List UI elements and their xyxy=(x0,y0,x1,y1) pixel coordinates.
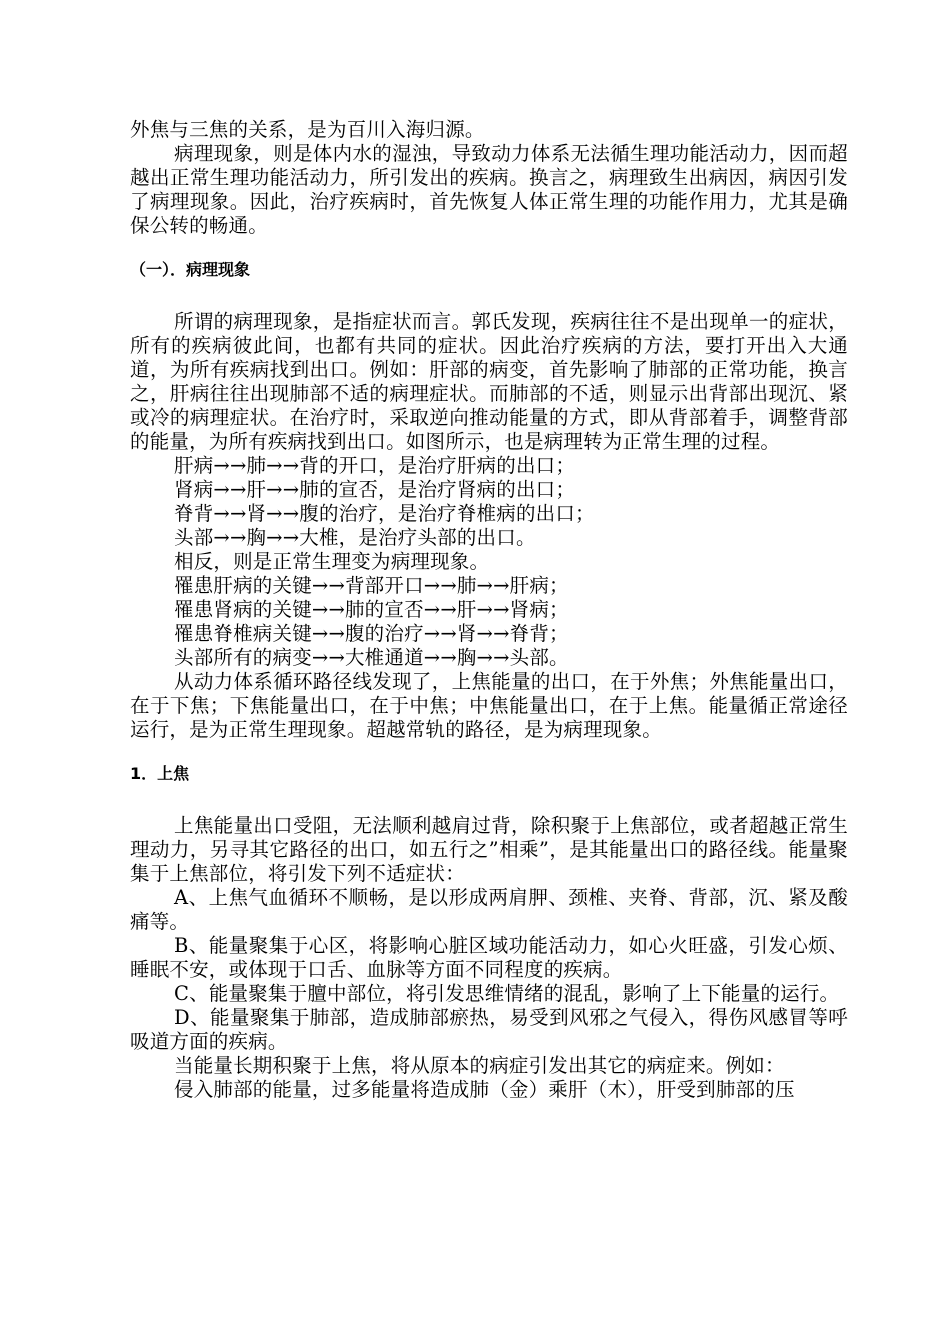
section-heading-pathology: （一）．病理现象 xyxy=(130,260,251,279)
upper-jiao-paragraph: 当能量长期积聚于上焦，将从原本的病症引发出其它的病症来。例如： xyxy=(174,1054,785,1077)
symptom-item-a: A、上焦气血循环不顺畅，是以形成两肩胛、颈椎、夹脊、背部，沉、紧及酸痛等。 xyxy=(130,886,848,933)
document-page xyxy=(130,118,848,1102)
pathway-line: 罹患肝病的关键→→背部开口→→肺→→肝病； xyxy=(174,574,569,597)
symptom-item-b: B、能量聚集于心区，将影响心脏区域功能活动力，如心火旺盛，引发心烦、睡眠不安，或体现于口舌、血脉等方面不同程度的疾病。 xyxy=(130,934,848,981)
pathway-line: 肾病→→肝→→肺的宣否，是治疗肾病的出口； xyxy=(174,478,576,501)
section-heading-upper-jiao: 1．上焦 xyxy=(130,764,190,783)
upper-jiao-paragraph: 侵入肺部的能量，过多能量将造成肺（金）乘肝（木），肝受到肺部的压 xyxy=(174,1078,795,1101)
pathway-line: 肝病→→肺→→背的开口，是治疗肝病的出口； xyxy=(174,454,576,477)
symptom-item-d: D、能量聚集于肺部，造成肺部瘀热，易受到风邪之气侵入，得伤风感冒等呼吸道方面的疾病。 xyxy=(130,1006,848,1053)
intro-line: 外焦与三焦的关系，是为百川入海归源。 xyxy=(130,118,485,141)
upper-jiao-paragraph: 上焦能量出口受阻，无法顺利越肩过背，除积聚于上焦部位，或者超越正常生理动力，另寻其它路径的出口，如五行之”相乘”，是其能量出口的路径线。能量聚集于上焦部位，将引发下列不适症状： xyxy=(130,814,848,885)
pathway-line: 罹患肾病的关键→→肺的宣否→→肝→→肾病； xyxy=(174,598,569,621)
intro-paragraph: 病理现象，则是体内水的湿浊，导致动力体系无法循生理功能活动力，因而超越出正常生理功能活动力，所引发出的疾病。换言之，病理致生出病因，病因引发了病理现象。因此，治疗疾病时，首先恢复人体正常生理的功能作用力，尤其是确保公转的畅通。 xyxy=(130,142,848,237)
pathway-line: 相反，则是正常生理变为病理现象。 xyxy=(174,550,490,573)
symptom-item-c: C、能量聚集于膻中部位，将引发思维情绪的混乱，影响了上下能量的运行。 xyxy=(174,982,840,1005)
pathology-paragraph: 所谓的病理现象，是指症状而言。郭氏发现，疾病往往不是出现单一的症状，所有的疾病彼此间，也都有共同的症状。因此治疗疾病的方法，要打开出入大通道，为所有疾病找到出口。例如：肝部的病变，首先影响了肺部的正常功能，换言之，肝病往往出现肺部不适的病理症状。而肺部的不适，则显示出背部出现沉、紧或冷的病理症状。在治疗时，采取逆向推动能量的方式，即从背部着手，调整背部的能量，为所有疾病找到出口。如图所示，也是病理转为正常生理的过程。 xyxy=(130,310,848,453)
pathway-line: 头部→→胸→→大椎，是治疗头部的出口。 xyxy=(174,526,536,549)
pathway-line: 脊背→→肾→→腹的治疗，是治疗脊椎病的出口； xyxy=(174,502,595,525)
pathway-line: 头部所有的病变→→大椎通道→→胸→→头部。 xyxy=(174,646,569,669)
closing-paragraph: 从动力体系循环路径线发现了，上焦能量的出口，在于外焦；外焦能量出口，在于下焦；下焦能量出口，在于中焦；中焦能量出口，在于上焦。能量循正常途径运行，是为正常生理现象。超越常轨的路径，是为病理现象。 xyxy=(130,670,848,741)
pathway-line: 罹患脊椎病关键→→腹的治疗→→肾→→脊背； xyxy=(174,622,569,645)
